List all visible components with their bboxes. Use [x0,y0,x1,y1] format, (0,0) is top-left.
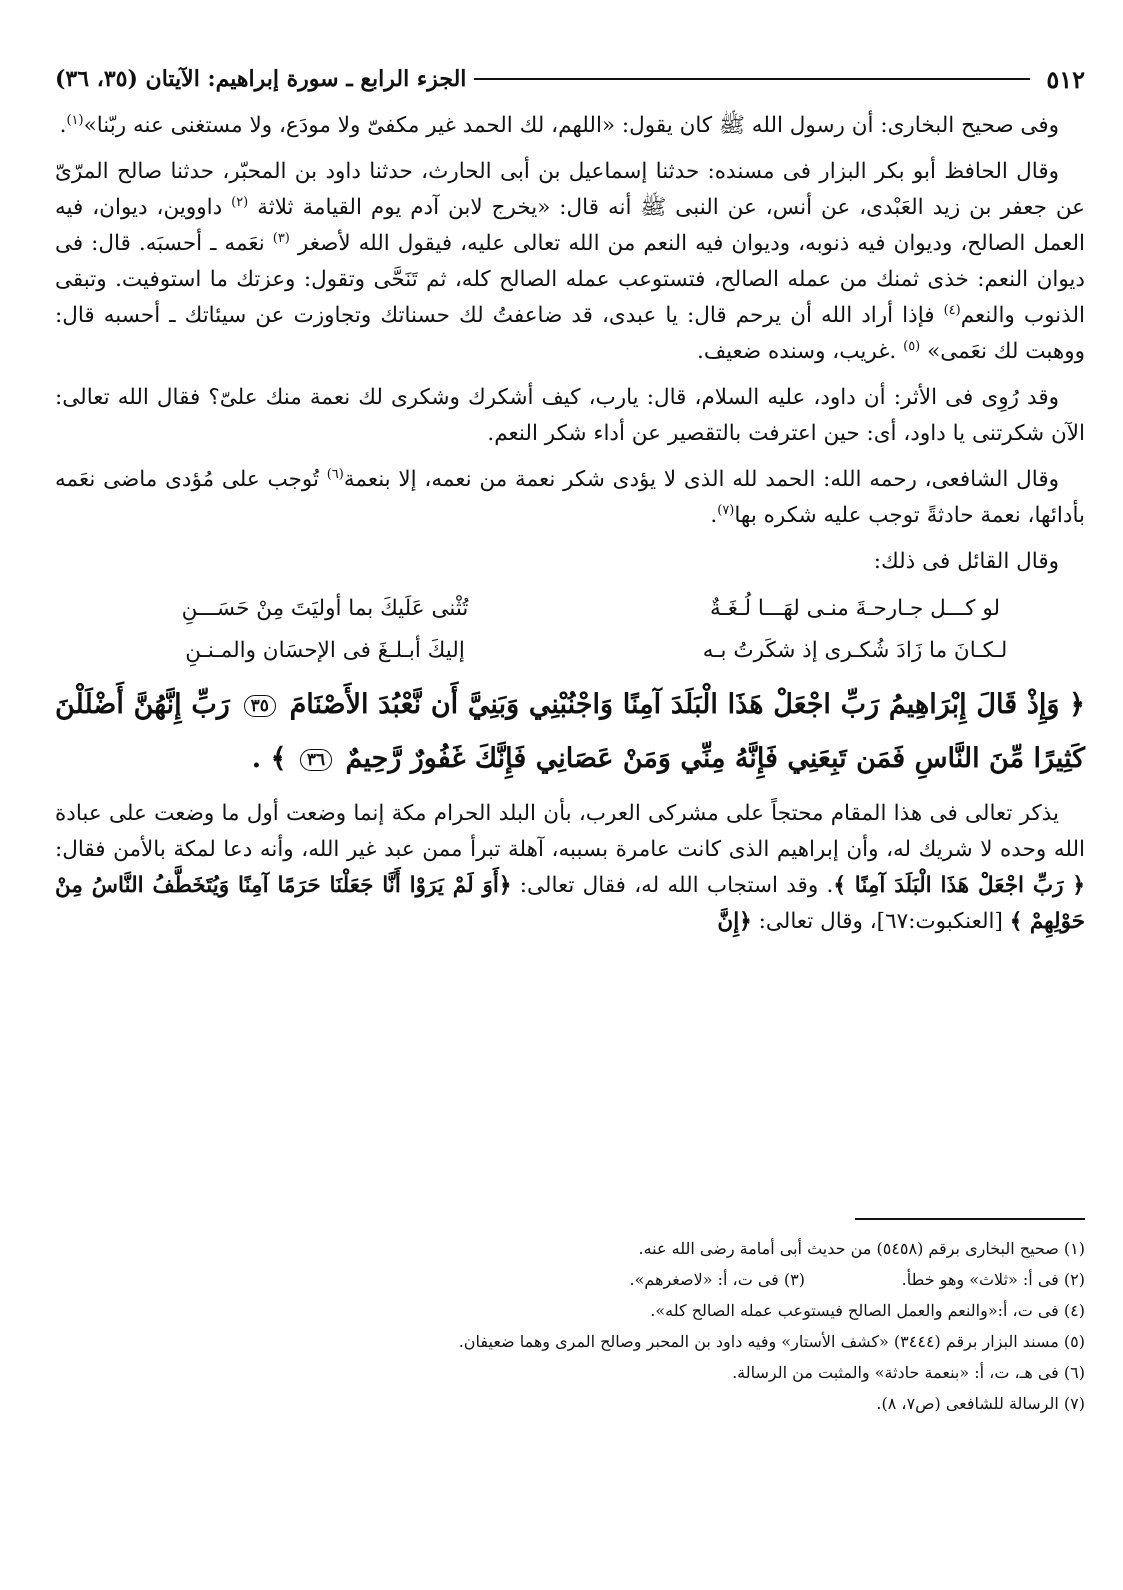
running-header [55,58,1085,100]
poem-line [55,630,1085,672]
paragraph-commentary: يذكر تعالى فى هذا المقام محتجاً على مشركى العرب، بأن البلد الحرام مكة إنما وضعت أول ما وضعت على عبادة الله وحده لا شريك له، وأن إبراهيم الذى كانت عامرة بسببه، آهلة تبرأ ممن عبد غير الله، وأنه دعا لمكة بالأمن فقال: ﴿ رَبِّ اجْعَلْ هَذَا الْبَلَدَ آمِنًا ﴾. وقد استجاب الله له، فقال تعالى: ﴿أَوَ لَمْ يَرَوْا أَنَّا جَعَلْنَا حَرَمًا آمِنًا وَيُتَخَطَّفُ النَّاسُ مِنْ حَوْلِهِمْ ﴾ [العنكبوت:٦٧]، وقال تعالى: ﴿إِنَّ [55,801,1085,934]
footnote: (٢) فى أ: «ثلاث» وهو خطأ. [901,1270,1085,1289]
paragraph-shafii: وقال الشافعى، رحمه الله: الحمد لله الذى لا يؤدى شكر نعمة من نعمه، إلا بنعمة$^{(٦)}$ تُوجب على مُؤدى ماضى نعَمه بأدائها، نعمة حادثةً توجب عليه شكره بها$^{(٧)}$. [55,466,1085,528]
quran-quote: ﴿أَوَ لَمْ يَرَوْا أَنَّا جَعَلْنَا حَرَمًا آمِنًا وَيُتَخَطَّفُ النَّاسُ مِنْ حَوْلِهِمْ ﴾ [55,873,1085,934]
page-number: ٥١٢ [1046,64,1085,94]
footnote: (٤) فى ت، أ:«والنعم والعمل الصالح فيستوعب عمله الصالح كله». [650,1301,1085,1320]
footnote: (١) صحيح البخارى برقم (٥٤٥٨) من حديث أبى أمامة رضى الله عنه. [638,1239,1085,1258]
paragraph-bazzar: وقال الحافظ أبو بكر البزار فى مسنده: حدثنا إسماعيل بن أبى الحارث، حدثنا داود بن المحبّر، حدثنا صالح المرّىّ عن جعفر بن زيد العَبْدى، عن أنس، عن النبى ﷺ أنه قال: «يخرج لابن آدم يوم القيامة ثلاثة $^{(٢)}$ داووين، ديوان، فيه العمل الصالح، وديوان فيه ذنوبه، وديوان فيه النعم من الله تعالى عليه، فيقول الله لأصغر $^{(٣)}$ نعَمه ـ أحسبَه. قال: فى ديوان النعم: خذى ثمنك من عمله الصالح، فتستوعب عمله الصالح كله، ثم تَنَحَّى وتقول: وعزتك ما استوفيت. وتبقى الذنوب والنعم$^{(٤)}$ فإذا أراد الله أن يرحم قال: يا عبدى، قد ضاعفتُ لك حسناتك وتجاوزت عن سيئاتك ـ أحسبه قال: ووهبت لك نعَمى» $^{(٥)}$ .غريب، وسنده ضعيف. [55,159,1086,364]
poem [55,588,1085,672]
footnote: (٣) فى ت، أ: «لاصغرهم». [629,1270,805,1289]
main-text [55,108,1085,940]
footnote-pair [85,1264,1085,1295]
poem-hemistich: لـكـانَ ما زَادَ شُكـرى إذ شكَرتُ بـه [702,638,1008,663]
header-rule [474,78,1030,80]
poem-hemistich: لو كـــل جـارحـةَ منـى لهَـــا لُـغَـةٌ [709,596,1001,621]
paragraph-poet-intro: وقال القائل فى ذلك: [873,549,1059,574]
running-title: الجزء الرابع ـ سورة إبراهيم: الآيتان (٣٥، ٣٦) [55,66,467,92]
quran-quote: ﴿ رَبِّ اجْعَلْ هَذَا الْبَلَدَ آمِنًا ﴾ [833,873,1085,898]
footnote-rule [855,1218,1085,1220]
book-page [55,58,1085,1558]
ayah-number: ٣٦ [300,749,332,771]
poem-hemistich: إليكَ أبـلـغَ فى الإحسَان والمـنـنِ [185,638,465,663]
paragraph-dawud: وقد رُوِى فى الأثر: أن داود، عليه السلام، قال: يارب، كيف أشكرك وشكرى لك نعمة منك علىّ؟ فقال الله تعالى: الآن شكرتنى يا داود، أى: حين اعترفت بالتقصير عن أداء شكر النعم. [55,385,1085,446]
footnote: (٦) فى هـ، ت، أ: «بنعمة حادثة» والمثبت من الرسالة. [732,1363,1085,1382]
quran-quote: ﴿إِنَّ [717,909,752,934]
quran-verse: ﴿ وَإِذْ قَالَ إِبْرَاهِيمُ رَبِّ اجْعَلْ هَذَا الْبَلَدَ آمِنًا وَاجْنُبْنِي وَبَنِيَّ أَن نَّعْبُدَ الأَصْنَامَ ٣٥ رَبِّ إِنَّهُنَّ أَضْلَلْنَ كَثِيرًا مِّنَ النَّاسِ فَمَن تَبِعَنِي فَإِنَّهُ مِنِّي وَمَنْ عَصَانِي فَإِنَّكَ غَفُورٌ رَّحِيمٌ ٣٦ ﴾ . [55,689,1086,774]
poem-line [55,588,1085,630]
paragraph-bukhari: وفى صحيح البخارى: أن رسول الله ﷺ كان يقول: «اللهم، لك الحمد غير مكفىّ ولا مودَع، ولا مستغنى عنه ربّنا»$^{(١)}$. [59,112,1059,138]
ayah-number: ٣٥ [244,695,276,717]
footnotes [85,1233,1085,1419]
poem-hemistich: تُثْنى عَلَيكَ بما أوليَتَ مِنْ حَسَـــنِ [181,596,469,621]
footnote: (٧) الرسالة للشافعى (ص٧، ٨). [876,1394,1085,1413]
footnote: (٥) مسند البزار برقم (٣٤٤٤) «كشف الأستار» وفيه داود بن المحبر وصالح المرى وهما ضعيفان. [458,1332,1085,1351]
